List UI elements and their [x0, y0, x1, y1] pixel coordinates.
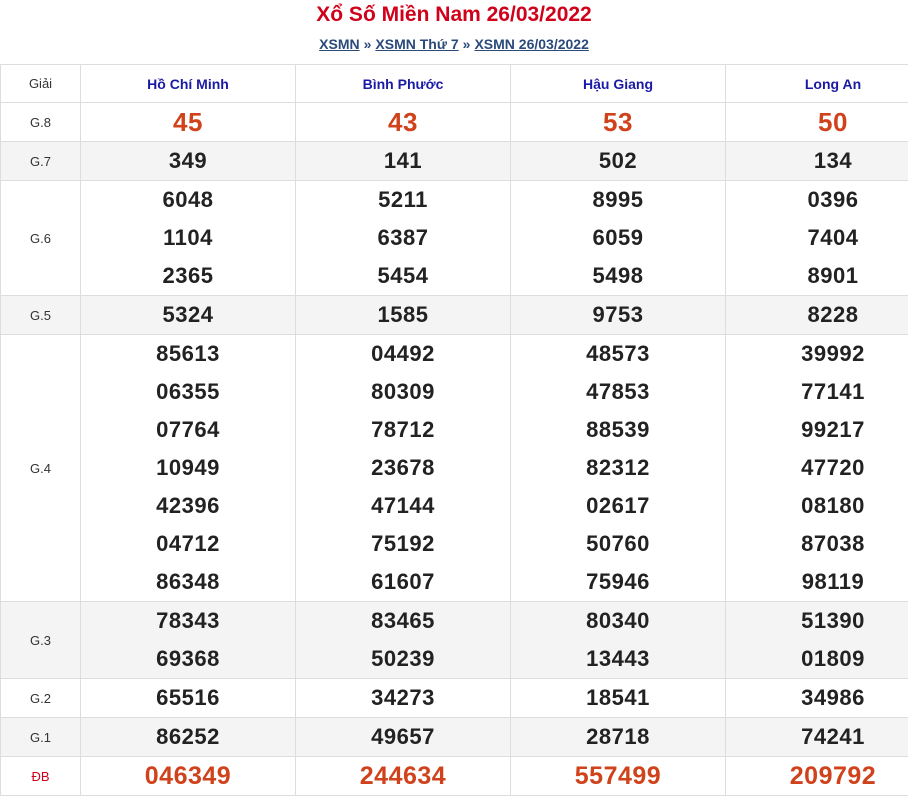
prize-cell: [726, 103, 908, 142]
prize-number: 02617: [511, 487, 725, 525]
prize-number: 502: [511, 142, 725, 180]
prize-label: G.3: [1, 602, 81, 679]
prize-label: G.2: [1, 679, 81, 718]
prize-number: 80309: [296, 373, 510, 411]
prize-number: 49657: [296, 718, 510, 756]
prize-number: 50760: [511, 525, 725, 563]
prize-label: G.8: [1, 103, 81, 142]
prize-cell: [81, 142, 296, 181]
prize-number: 98119: [726, 563, 908, 601]
prize-number: 8901: [726, 257, 908, 295]
prize-number: 83465: [296, 602, 510, 640]
prize-cell: [296, 757, 511, 796]
prize-number: 80340: [511, 602, 725, 640]
breadcrumb-xsmn-thu7-link[interactable]: XSMN Thứ 7: [375, 36, 458, 52]
prize-number: 141: [296, 142, 510, 180]
prize-number: 5454: [296, 257, 510, 295]
prize-number: 99217: [726, 411, 908, 449]
prize-label: G.1: [1, 718, 81, 757]
results-table: [0, 64, 908, 796]
province-header[interactable]: Long An: [726, 65, 908, 103]
results-body: [1, 103, 908, 796]
prize-number: 13443: [511, 640, 725, 678]
prize-number: 6387: [296, 219, 510, 257]
prize-number: 53: [511, 103, 725, 141]
prize-row: [1, 181, 908, 296]
breadcrumb: [0, 30, 908, 64]
province-header[interactable]: Hồ Chí Minh: [81, 65, 296, 103]
prize-label: ĐB: [1, 757, 81, 796]
page-title: Xổ Số Miền Nam 26/03/2022: [0, 2, 908, 30]
prize-number: 1104: [81, 219, 295, 257]
prize-number: 74241: [726, 718, 908, 756]
prize-cell: [511, 718, 726, 757]
prize-label: G.4: [1, 335, 81, 602]
prize-cell: [81, 679, 296, 718]
prize-number: 78343: [81, 602, 295, 640]
prize-number: 51390: [726, 602, 908, 640]
prize-label: G.6: [1, 181, 81, 296]
prize-number: 82312: [511, 449, 725, 487]
prize-number: 5498: [511, 257, 725, 295]
prize-row: [1, 296, 908, 335]
prize-cell: [81, 103, 296, 142]
prize-number: 0396: [726, 181, 908, 219]
prize-cell: [296, 335, 511, 602]
prize-cell: [81, 757, 296, 796]
breadcrumb-separator: »: [463, 36, 471, 52]
prize-number: 45: [81, 103, 295, 141]
prize-number: 34273: [296, 679, 510, 717]
prize-number: 244634: [296, 757, 510, 795]
prize-label: G.5: [1, 296, 81, 335]
prize-cell: [511, 602, 726, 679]
province-header[interactable]: Bình Phước: [296, 65, 511, 103]
prize-number: 08180: [726, 487, 908, 525]
prize-number: 07764: [81, 411, 295, 449]
prize-label: G.7: [1, 142, 81, 181]
prize-number: 10949: [81, 449, 295, 487]
prize-cell: [81, 335, 296, 602]
prize-number: 61607: [296, 563, 510, 601]
prize-cell: [726, 181, 908, 296]
prize-row: [1, 335, 908, 602]
prize-number: 28718: [511, 718, 725, 756]
prize-number: 349: [81, 142, 295, 180]
prize-number: 34986: [726, 679, 908, 717]
prize-number: 75946: [511, 563, 725, 601]
prize-cell: [511, 757, 726, 796]
prize-number: 8995: [511, 181, 725, 219]
prize-number: 85613: [81, 335, 295, 373]
prize-number: 6059: [511, 219, 725, 257]
prize-cell: [726, 335, 908, 602]
prize-number: 47720: [726, 449, 908, 487]
breadcrumb-separator: »: [364, 36, 372, 52]
prize-number: 2365: [81, 257, 295, 295]
prize-cell: [511, 103, 726, 142]
breadcrumb-xsmn-link[interactable]: XSMN: [319, 36, 359, 52]
prize-number: 47853: [511, 373, 725, 411]
prize-number: 42396: [81, 487, 295, 525]
prize-cell: [296, 142, 511, 181]
prize-number: 9753: [511, 296, 725, 334]
prize-number: 1585: [296, 296, 510, 334]
prize-cell: [726, 718, 908, 757]
prize-cell: [511, 142, 726, 181]
prize-number: 06355: [81, 373, 295, 411]
prize-cell: [81, 602, 296, 679]
prize-number: 77141: [726, 373, 908, 411]
prize-row: [1, 142, 908, 181]
prize-row: [1, 103, 908, 142]
prize-number: 23678: [296, 449, 510, 487]
prize-cell: [511, 679, 726, 718]
prize-cell: [296, 718, 511, 757]
prize-number: 43: [296, 103, 510, 141]
prize-cell: [296, 296, 511, 335]
prize-number: 557499: [511, 757, 725, 795]
prize-number: 04712: [81, 525, 295, 563]
prize-cell: [511, 335, 726, 602]
prize-number: 65516: [81, 679, 295, 717]
prize-number: 134: [726, 142, 908, 180]
prize-cell: [81, 296, 296, 335]
prize-row: [1, 757, 908, 796]
prize-number: 7404: [726, 219, 908, 257]
prize-number: 48573: [511, 335, 725, 373]
prize-number: 75192: [296, 525, 510, 563]
prize-number: 50239: [296, 640, 510, 678]
prize-number: 47144: [296, 487, 510, 525]
prize-number: 87038: [726, 525, 908, 563]
prize-cell: [296, 103, 511, 142]
prize-number: 18541: [511, 679, 725, 717]
prize-number: 01809: [726, 640, 908, 678]
prize-cell: [511, 296, 726, 335]
prize-number: 04492: [296, 335, 510, 373]
prize-number: 88539: [511, 411, 725, 449]
prize-row: [1, 602, 908, 679]
breadcrumb-xsmn-date-link[interactable]: XSMN 26/03/2022: [474, 36, 588, 52]
prize-number: 6048: [81, 181, 295, 219]
prize-number: 86348: [81, 563, 295, 601]
prize-cell: [726, 296, 908, 335]
prize-cell: [511, 181, 726, 296]
province-header[interactable]: Hậu Giang: [511, 65, 726, 103]
prize-cell: [296, 181, 511, 296]
prize-row: [1, 679, 908, 718]
prize-cell: [726, 602, 908, 679]
prize-number: 209792: [726, 757, 908, 795]
prize-number: 50: [726, 103, 908, 141]
prize-number: 78712: [296, 411, 510, 449]
table-header-row: [1, 65, 908, 103]
prize-number: 86252: [81, 718, 295, 756]
prize-number: 046349: [81, 757, 295, 795]
prize-cell: [726, 757, 908, 796]
prize-cell: [726, 679, 908, 718]
prize-cell: [81, 181, 296, 296]
prize-cell: [726, 142, 908, 181]
prize-number: 5324: [81, 296, 295, 334]
prize-number: 69368: [81, 640, 295, 678]
prize-cell: [296, 679, 511, 718]
prize-cell: [296, 602, 511, 679]
giai-header: Giải: [1, 65, 81, 103]
prize-number: 5211: [296, 181, 510, 219]
prize-number: 39992: [726, 335, 908, 373]
prize-cell: [81, 718, 296, 757]
prize-row: [1, 718, 908, 757]
prize-number: 8228: [726, 296, 908, 334]
